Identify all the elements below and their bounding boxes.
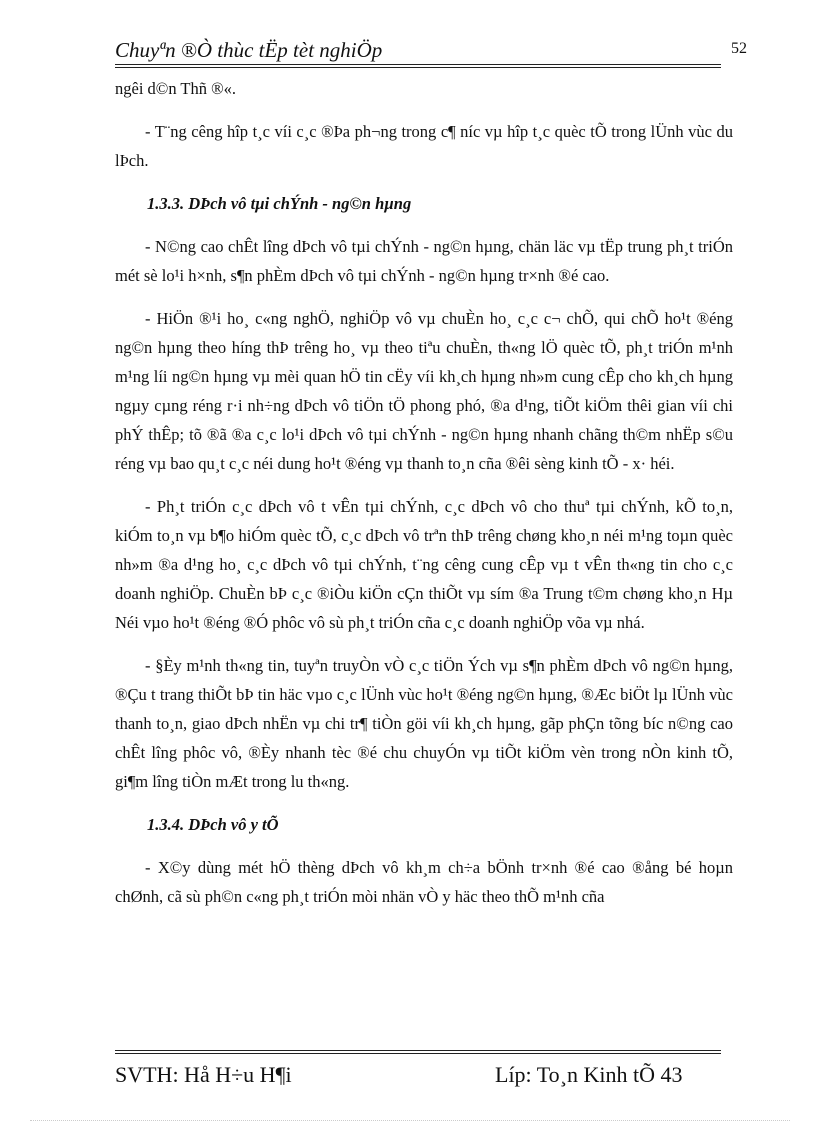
footer-class: Líp: To¸n Kinh tÕ 43 — [495, 1062, 683, 1087]
paragraph: - Ph¸t triÓn c¸c dÞch vô t vÊn tµi chÝnh, c¸c dÞch vô cho thuª tµi chÝnh, kÕ to¸n, kiÓm to¸n vµ b¶o hiÓm quèc tÕ, c¸c dÞch vô trªn thÞ trêng chøng kho¸n néi m¹ng toµn quèc nh»m ®a d¹ng ho¸ c¸c dÞch vô tµi chÝnh, t¨ng cêng cung cÊp vµ t vÊn th«ng tin cho c¸c doanh nghiÖp. ChuÈn bÞ c¸c ®iÒu kiÖn cÇn thiÕt vµ sím ®a Trung t©m chøng kho¸n Hµ Néi vµo ho¹t ®éng ®Ó phôc vô sù ph¸t triÓn cña c¸c doanh nghiÖp võa vµ nhá. — [115, 497, 733, 632]
page-number: 52 — [731, 40, 747, 57]
header-rule-bottom — [115, 67, 721, 68]
spacer — [115, 103, 733, 117]
paragraph: - X©y dùng mét hÖ thèng dÞch vô kh¸m ch÷a bÖnh tr×nh ®é cao ®ång bé hoµn chØnh, cã sù ph©n c«ng ph¸t triÓn mòi nhän vÒ y häc theo thÕ m¹nh cña — [115, 858, 733, 906]
paragraph: - HiÖn ®¹i ho¸ c«ng nghÖ, nghiÖp vô vµ chuÈn ho¸ c¸c c¬ chÕ, qui chÕ ho¹t ®éng ng©n hµng theo híng thÞ trêng ho¸ vµ theo tiªu chuÈn, th«ng lÖ quèc tÕ, ph¸t triÓn m¹nh m¹ng líi ng©n hµng vµ mèi quan hÖ tin cËy víi kh¸ch hµng nh»m cung cÊp cho kh¸ch hµng ngµy cµng réng r·i nh÷ng dÞch vô tiÖn tÖ phong phó, ®a d¹ng, tiÕt kiÖm thêi gian víi chi phÝ thÊp; tõ ®ã ®a c¸c lo¹i dÞch vô tµi chÝnh - ng©n hµng nhanh chãng th©m nhËp s©u réng vµ bao qu¸t c¸c néi dung ho¹t ®éng vµ thanh to¸n cña ®êi sèng kinh tÕ - x· héi. — [115, 309, 733, 473]
spacer — [115, 796, 733, 810]
spacer — [115, 637, 733, 651]
document-body — [115, 74, 733, 911]
paragraph: - T¨ng cêng hîp t¸c víi c¸c ®Þa ph¬ng trong c¶ níc vµ hîp t¸c quèc tÕ trong lÜnh vùc du lÞch. — [115, 122, 733, 170]
spacer — [115, 478, 733, 492]
footer-rule-top — [115, 1050, 721, 1051]
spacer — [115, 218, 733, 232]
page-bottom-divider — [30, 1120, 790, 1121]
spacer — [115, 290, 733, 304]
footer-author: SVTH: Hå H÷u H¶i — [115, 1062, 292, 1087]
section-heading-1-3-4: 1.3.4. DÞch vô y tÕ — [147, 815, 279, 834]
footer-rule-bottom — [115, 1053, 721, 1054]
header-rule-top — [115, 64, 721, 65]
page-footer — [115, 1050, 725, 1090]
page-header — [115, 34, 755, 74]
paragraph: - §Èy m¹nh th«ng tin, tuyªn truyÒn vÒ c¸c tiÖn Ých vµ s¶n phÈm dÞch vô ng©n hµng, ®Çu t trang thiÕt bÞ tin häc vµo c¸c lÜnh vùc ho¹t ®éng ng©n hµng, ®Æc biÖt lµ lÜnh vùc thanh to¸n, giao dÞch nhËn vµ chi tr¶ tiÒn göi víi kh¸ch hµng, gãp phÇn tõng bíc n©ng cao chÊt lîng phôc vô, ®Èy nhanh tèc ®é chu chuyÓn vµ tiÕt kiÖm vèn trong nÒn kinh tÕ, gi¶m lîng tiÒn mÆt trong lu th«ng. — [115, 656, 733, 791]
paragraph: ngêi d©n Thñ ®«. — [115, 79, 237, 98]
section-heading-1-3-3: 1.3.3. DÞch vô tµi chÝnh - ng©n hµng — [147, 194, 412, 213]
spacer — [115, 175, 733, 189]
spacer — [115, 839, 733, 853]
header-title: Chuyªn ®Ò thùc tËp tèt nghiÖp — [115, 38, 383, 62]
paragraph: - N©ng cao chÊt lîng dÞch vô tµi chÝnh - ng©n hµng, chän läc vµ tËp trung ph¸t triÓn mét sè lo¹i h×nh, s¶n phÈm dÞch vô tµi chÝnh - ng©n hµng tr×nh ®é cao. — [115, 237, 733, 285]
